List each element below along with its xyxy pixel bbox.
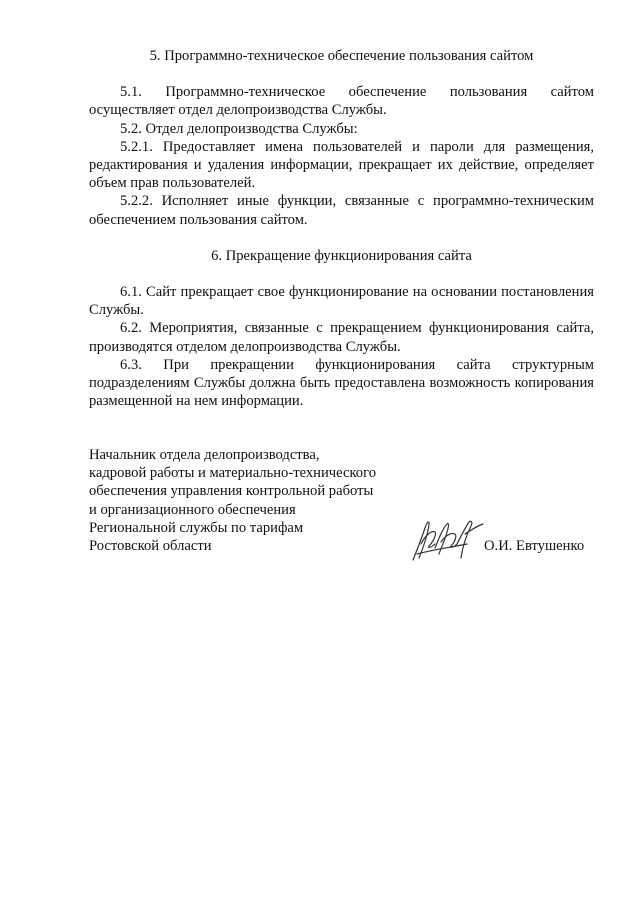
paragraph-5-1: 5.1. Программно-техническое обеспечение пользования сайтом осуществляет отдел делопроизводства Службы.: [89, 84, 594, 119]
signer-position-line: кадровой работы и материально-технического: [89, 465, 377, 482]
section-6-title: 6. Прекращение функционирования сайта: [211, 247, 472, 264]
paragraph-6-1: 6.1. Сайт прекращает свое функционирование на основании постановления Службы.: [89, 284, 594, 319]
signer-position-line: и организационного обеспечения: [89, 501, 296, 518]
paragraph-5-2-2: 5.2.2. Исполняет иные функции, связанные с программно-техническим обеспечением пользования сайтом.: [89, 193, 594, 228]
signature-block: [89, 446, 594, 555]
signer-position-line: Начальник отдела делопроизводства,: [89, 447, 320, 463]
signer-position-line: Ростовской области: [89, 538, 212, 555]
paragraph-5-2-1: 5.2.1. Предоставляет имена пользователей и пароли для размещения, редактирования и удаления информации, прекращает их действие, определяет объем прав пользователей.: [89, 138, 594, 192]
signer-position-line: обеспечения управления контрольной работы: [89, 483, 374, 500]
paragraph-6-2: 6.2. Мероприятия, связанные с прекращением функционирования сайта, производятся отделом делопроизводства Службы.: [89, 320, 594, 355]
signer-position-line: Региональной службы по тарифам: [89, 519, 304, 536]
handwritten-signature: [407, 514, 487, 566]
document-body: [89, 47, 594, 410]
paragraph-6-3: 6.3. При прекращении функционирования сайта структурным подразделениям Службы должна быть предоставлена возможность копирования размещенной на нем информации.: [89, 356, 594, 410]
section-5-title: 5. Программно-техническое обеспечение пользования сайтом: [149, 48, 534, 64]
paragraph-5-2: 5.2. Отдел делопроизводства Службы:: [120, 120, 358, 137]
signer-name: О.И. Евтушенко: [484, 538, 585, 554]
